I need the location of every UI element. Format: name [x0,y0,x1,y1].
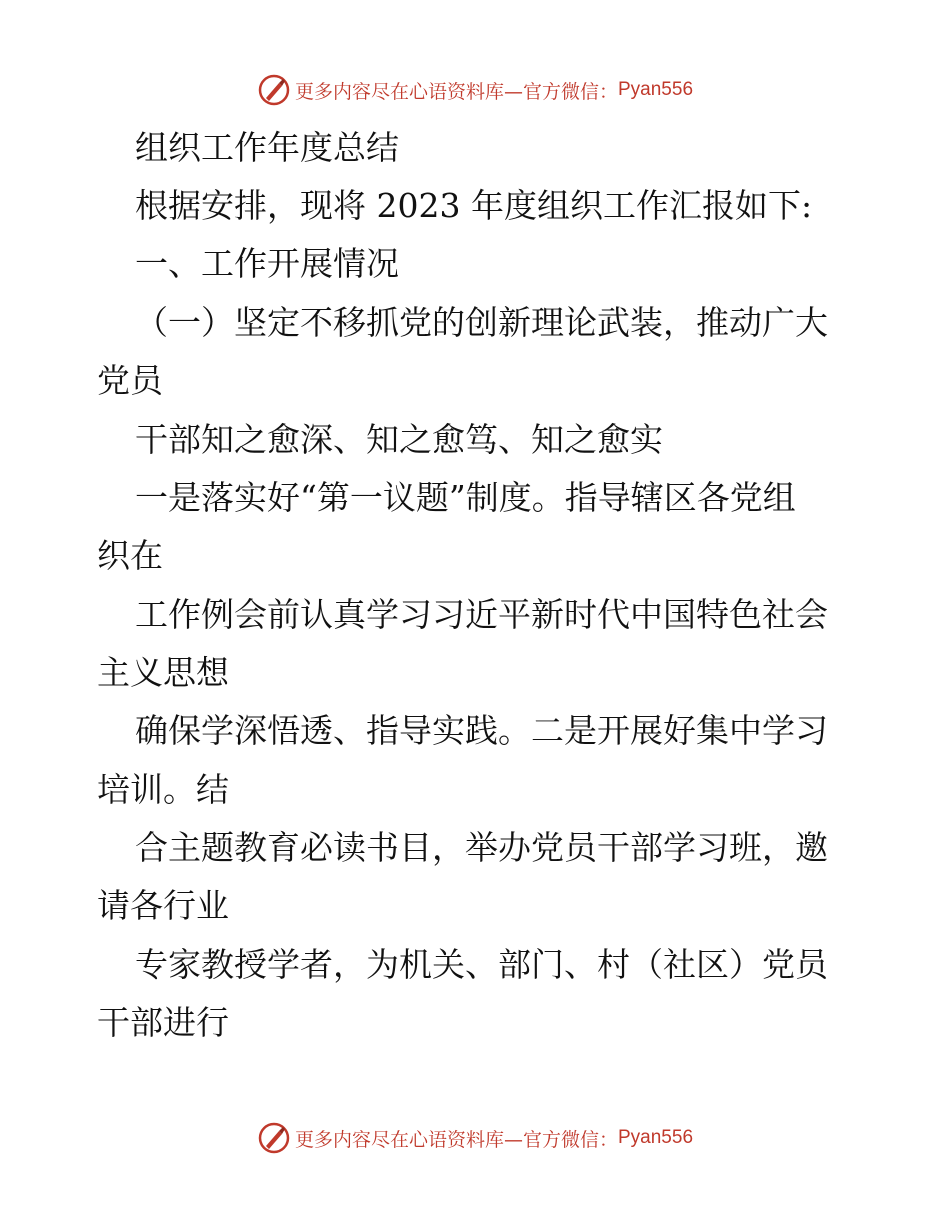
doc-line: 干部进行 [97,1003,229,1042]
header-banner [0,70,950,110]
pen-logo-icon [257,1121,291,1155]
doc-line: 党员 [97,361,163,400]
banner-wechat-id: Pyan556 [618,1127,694,1148]
doc-line: 干部知之愈深、知之愈笃、知之愈实 [135,420,663,459]
banner-wechat-id: Pyan556 [618,79,694,100]
doc-line: 工作例会前认真学习习近平新时代中国特色社会 [135,595,828,634]
doc-line: 培训。结 [97,770,229,809]
subsection-heading: （一）坚定不移抓党的创新理论武装，推动广大 [135,303,828,342]
section-heading: 一、工作开展情况 [135,244,399,283]
doc-line: 确保学深悟透、指导实践。二是开展好集中学习 [135,711,828,750]
doc-line: 合主题教育必读书目，举办党员干部学习班，邀 [135,828,828,867]
doc-line: 主义思想 [97,653,229,692]
footer-banner [0,1118,950,1158]
banner-text: 更多内容尽在心语资料库—官方微信： [294,80,618,103]
doc-line: 专家教授学者，为机关、部门、村（社区）党员 [135,945,828,984]
banner-text: 更多内容尽在心语资料库—官方微信： [294,1128,618,1151]
doc-line: 请各行业 [97,886,229,925]
pen-logo-icon [257,73,291,107]
doc-line: 一是落实好“第一议题”制度。指导辖区各党组 [135,478,796,517]
doc-title: 组织工作年度总结 [135,128,399,167]
doc-line: 根据安排，现将 2023 年度组织工作汇报如下: [135,186,813,225]
doc-line: 织在 [97,536,163,575]
